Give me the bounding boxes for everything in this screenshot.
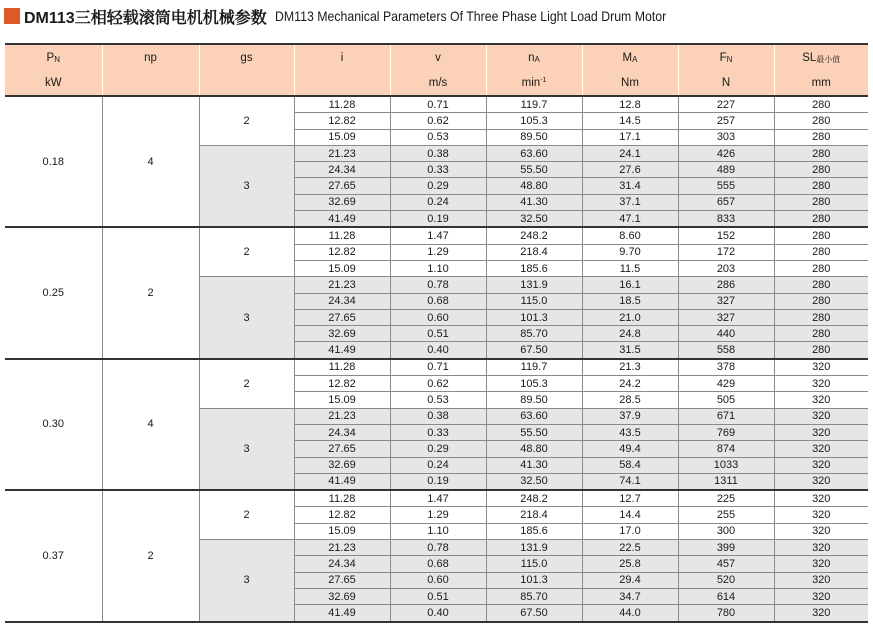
cell-sl: 280 (774, 326, 868, 342)
cell-gs: 2 (199, 96, 294, 145)
cell-sl: 320 (774, 540, 868, 556)
cell-i: 15.09 (294, 260, 390, 276)
cell-v: 0.68 (390, 293, 486, 309)
cell-ma: 31.4 (582, 178, 678, 194)
cell-i: 32.69 (294, 588, 390, 604)
cell-sl: 320 (774, 473, 868, 490)
cell-i: 11.28 (294, 227, 390, 244)
cell-v: 0.24 (390, 457, 486, 473)
cell-v: 0.51 (390, 588, 486, 604)
cell-i: 41.49 (294, 211, 390, 228)
cell-na: 115.0 (486, 293, 582, 309)
cell-i: 32.69 (294, 457, 390, 473)
cell-fn: 257 (678, 113, 774, 129)
cell-sl: 280 (774, 260, 868, 276)
cell-na: 48.80 (486, 441, 582, 457)
cell-ma: 8.60 (582, 227, 678, 244)
cell-ma: 12.7 (582, 490, 678, 507)
col-v-unit: m/s (390, 71, 486, 96)
cell-ma: 24.2 (582, 376, 678, 392)
cell-fn: 303 (678, 129, 774, 145)
cell-v: 1.29 (390, 244, 486, 260)
cell-sl: 320 (774, 376, 868, 392)
cell-fn: 225 (678, 490, 774, 507)
cell-i: 21.23 (294, 408, 390, 424)
cell-fn: 426 (678, 145, 774, 161)
cell-np: 4 (102, 96, 199, 227)
cell-na: 63.60 (486, 408, 582, 424)
cell-fn: 440 (678, 326, 774, 342)
cell-ma: 9.70 (582, 244, 678, 260)
cell-fn: 555 (678, 178, 774, 194)
cell-na: 48.80 (486, 178, 582, 194)
cell-fn: 833 (678, 211, 774, 228)
cell-na: 32.50 (486, 473, 582, 490)
title-cn: DM113三相轻载滚筒电机机械参数 (24, 9, 267, 27)
cell-np: 2 (102, 227, 199, 358)
col-na-header: nA (486, 44, 582, 71)
cell-na: 89.50 (486, 129, 582, 145)
cell-v: 0.29 (390, 441, 486, 457)
cell-i: 12.82 (294, 507, 390, 523)
cell-i: 24.34 (294, 424, 390, 440)
col-pn-unit: kW (5, 71, 102, 96)
cell-fn: 520 (678, 572, 774, 588)
cell-np: 4 (102, 359, 199, 490)
cell-gs: 3 (199, 408, 294, 490)
cell-v: 1.10 (390, 260, 486, 276)
col-gs-unit (199, 71, 294, 96)
cell-fn: 172 (678, 244, 774, 260)
cell-na: 185.6 (486, 523, 582, 539)
cell-ma: 28.5 (582, 392, 678, 408)
cell-sl: 320 (774, 572, 868, 588)
table-row (5, 227, 868, 244)
cell-sl: 320 (774, 523, 868, 539)
cell-sl: 280 (774, 211, 868, 228)
cell-v: 0.29 (390, 178, 486, 194)
col-na-unit: $\min^{-1}$ (486, 71, 582, 96)
cell-na: 67.50 (486, 342, 582, 359)
cell-pn: 0.25 (5, 227, 102, 358)
cell-na: 41.30 (486, 194, 582, 210)
cell-ma: 74.1 (582, 473, 678, 490)
col-ma-header: MA (582, 44, 678, 71)
cell-sl: 320 (774, 588, 868, 604)
cell-na: 248.2 (486, 490, 582, 507)
cell-v: 0.78 (390, 277, 486, 293)
cell-ma: 37.1 (582, 194, 678, 210)
cell-ma: 34.7 (582, 588, 678, 604)
cell-v: 1.47 (390, 490, 486, 507)
cell-na: 32.50 (486, 211, 582, 228)
cell-ma: 24.1 (582, 145, 678, 161)
cell-sl: 320 (774, 424, 868, 440)
cell-ma: 11.5 (582, 260, 678, 276)
cell-fn: 327 (678, 293, 774, 309)
cell-sl: 280 (774, 129, 868, 145)
cell-fn: 558 (678, 342, 774, 359)
cell-ma: 49.4 (582, 441, 678, 457)
title-marker (4, 8, 20, 24)
cell-na: 115.0 (486, 556, 582, 572)
col-np-header: np (102, 44, 199, 71)
cell-na: 85.70 (486, 326, 582, 342)
col-fn-unit: N (678, 71, 774, 96)
cell-i: 27.65 (294, 441, 390, 457)
cell-ma: 43.5 (582, 424, 678, 440)
cell-sl: 280 (774, 227, 868, 244)
cell-sl: 280 (774, 244, 868, 260)
cell-sl: 320 (774, 490, 868, 507)
header-row-labels (5, 44, 868, 71)
col-sl-unit: mm (774, 71, 868, 96)
cell-pn: 0.37 (5, 490, 102, 621)
cell-v: 0.62 (390, 376, 486, 392)
cell-v: 1.29 (390, 507, 486, 523)
cell-fn: 614 (678, 588, 774, 604)
cell-sl: 280 (774, 293, 868, 309)
cell-gs: 3 (199, 540, 294, 622)
col-gs-header: gs (199, 44, 294, 71)
table-row (5, 96, 868, 113)
cell-v: 0.24 (390, 194, 486, 210)
page-title (4, 5, 719, 27)
cell-fn: 1033 (678, 457, 774, 473)
cell-fn: 203 (678, 260, 774, 276)
cell-sl: 280 (774, 96, 868, 113)
cell-fn: 457 (678, 556, 774, 572)
cell-i: 21.23 (294, 145, 390, 161)
cell-fn: 769 (678, 424, 774, 440)
cell-sl: 280 (774, 194, 868, 210)
cell-na: 218.4 (486, 507, 582, 523)
cell-i: 15.09 (294, 523, 390, 539)
cell-fn: 429 (678, 376, 774, 392)
cell-v: 0.33 (390, 424, 486, 440)
cell-v: 0.38 (390, 145, 486, 161)
cell-v: 1.47 (390, 227, 486, 244)
cell-i: 15.09 (294, 129, 390, 145)
cell-ma: 21.3 (582, 359, 678, 376)
cell-ma: 16.1 (582, 277, 678, 293)
cell-i: 24.34 (294, 162, 390, 178)
cell-sl: 320 (774, 507, 868, 523)
cell-sl: 280 (774, 309, 868, 325)
cell-ma: 17.0 (582, 523, 678, 539)
cell-ma: 14.4 (582, 507, 678, 523)
cell-gs: 2 (199, 227, 294, 276)
cell-na: 41.30 (486, 457, 582, 473)
cell-i: 27.65 (294, 178, 390, 194)
cell-np: 2 (102, 490, 199, 621)
cell-fn: 300 (678, 523, 774, 539)
cell-na: 67.50 (486, 605, 582, 622)
cell-i: 21.23 (294, 540, 390, 556)
cell-v: 0.71 (390, 96, 486, 113)
cell-i: 12.82 (294, 113, 390, 129)
cell-v: 0.33 (390, 162, 486, 178)
cell-na: 101.3 (486, 572, 582, 588)
cell-ma: 31.5 (582, 342, 678, 359)
cell-fn: 874 (678, 441, 774, 457)
cell-i: 27.65 (294, 572, 390, 588)
cell-i: 41.49 (294, 473, 390, 490)
cell-ma: 22.5 (582, 540, 678, 556)
cell-pn: 0.18 (5, 96, 102, 227)
cell-na: 63.60 (486, 145, 582, 161)
cell-ma: 47.1 (582, 211, 678, 228)
cell-v: 0.71 (390, 359, 486, 376)
cell-gs: 2 (199, 359, 294, 408)
cell-fn: 327 (678, 309, 774, 325)
cell-i: 21.23 (294, 277, 390, 293)
cell-i: 41.49 (294, 605, 390, 622)
cell-gs: 2 (199, 490, 294, 539)
parameters-table (5, 43, 868, 623)
cell-ma: 14.5 (582, 113, 678, 129)
cell-v: 0.53 (390, 392, 486, 408)
cell-na: 55.50 (486, 162, 582, 178)
cell-ma: 37.9 (582, 408, 678, 424)
cell-gs: 3 (199, 145, 294, 227)
cell-sl: 280 (774, 277, 868, 293)
cell-sl: 320 (774, 359, 868, 376)
cell-fn: 378 (678, 359, 774, 376)
header-row-units (5, 71, 868, 96)
table-row (5, 490, 868, 507)
table-row (5, 359, 868, 376)
cell-na: 119.7 (486, 96, 582, 113)
cell-na: 85.70 (486, 588, 582, 604)
cell-ma: 24.8 (582, 326, 678, 342)
cell-fn: 227 (678, 96, 774, 113)
cell-i: 11.28 (294, 359, 390, 376)
cell-v: 0.53 (390, 129, 486, 145)
cell-sl: 280 (774, 113, 868, 129)
cell-ma: 18.5 (582, 293, 678, 309)
cell-sl: 320 (774, 556, 868, 572)
col-i-unit (294, 71, 390, 96)
cell-i: 32.69 (294, 326, 390, 342)
cell-na: 89.50 (486, 392, 582, 408)
cell-sl: 280 (774, 145, 868, 161)
cell-ma: 58.4 (582, 457, 678, 473)
cell-ma: 27.6 (582, 162, 678, 178)
cell-sl: 280 (774, 342, 868, 359)
col-ma-unit: Nm (582, 71, 678, 96)
cell-i: 24.34 (294, 293, 390, 309)
cell-fn: 505 (678, 392, 774, 408)
cell-fn: 399 (678, 540, 774, 556)
cell-v: 0.60 (390, 572, 486, 588)
cell-i: 24.34 (294, 556, 390, 572)
table-body (5, 96, 868, 622)
col-sl-header: SL最小值 (774, 44, 868, 71)
cell-sl: 320 (774, 441, 868, 457)
cell-na: 218.4 (486, 244, 582, 260)
cell-i: 32.69 (294, 194, 390, 210)
cell-fn: 152 (678, 227, 774, 244)
cell-v: 0.19 (390, 211, 486, 228)
cell-i: 12.82 (294, 244, 390, 260)
cell-i: 12.82 (294, 376, 390, 392)
cell-v: 1.10 (390, 523, 486, 539)
cell-v: 0.38 (390, 408, 486, 424)
cell-sl: 280 (774, 178, 868, 194)
col-v-header: v (390, 44, 486, 71)
cell-v: 0.19 (390, 473, 486, 490)
cell-sl: 280 (774, 162, 868, 178)
cell-na: 105.3 (486, 376, 582, 392)
cell-sl: 320 (774, 605, 868, 622)
cell-fn: 780 (678, 605, 774, 622)
col-pn-header: PN (5, 44, 102, 71)
cell-v: 0.40 (390, 605, 486, 622)
col-fn-header: FN (678, 44, 774, 71)
cell-i: 11.28 (294, 96, 390, 113)
cell-na: 131.9 (486, 540, 582, 556)
cell-fn: 255 (678, 507, 774, 523)
cell-na: 55.50 (486, 424, 582, 440)
title-en: DM113 Mechanical Parameters Of Three Phase Light Load Drum Motor (274, 8, 666, 24)
cell-na: 248.2 (486, 227, 582, 244)
cell-ma: 29.4 (582, 572, 678, 588)
cell-v: 0.62 (390, 113, 486, 129)
cell-sl: 320 (774, 457, 868, 473)
cell-i: 41.49 (294, 342, 390, 359)
cell-sl: 320 (774, 408, 868, 424)
cell-na: 101.3 (486, 309, 582, 325)
cell-ma: 12.8 (582, 96, 678, 113)
cell-v: 0.51 (390, 326, 486, 342)
col-i-header: i (294, 44, 390, 71)
cell-v: 0.68 (390, 556, 486, 572)
cell-fn: 671 (678, 408, 774, 424)
cell-i: 11.28 (294, 490, 390, 507)
cell-v: 0.40 (390, 342, 486, 359)
cell-ma: 44.0 (582, 605, 678, 622)
cell-v: 0.78 (390, 540, 486, 556)
cell-fn: 286 (678, 277, 774, 293)
cell-v: 0.60 (390, 309, 486, 325)
cell-na: 119.7 (486, 359, 582, 376)
cell-na: 131.9 (486, 277, 582, 293)
cell-ma: 21.0 (582, 309, 678, 325)
cell-i: 27.65 (294, 309, 390, 325)
cell-fn: 1311 (678, 473, 774, 490)
cell-sl: 320 (774, 392, 868, 408)
cell-gs: 3 (199, 277, 294, 359)
cell-fn: 489 (678, 162, 774, 178)
cell-i: 15.09 (294, 392, 390, 408)
cell-pn: 0.30 (5, 359, 102, 490)
cell-na: 105.3 (486, 113, 582, 129)
cell-na: 185.6 (486, 260, 582, 276)
cell-fn: 657 (678, 194, 774, 210)
cell-ma: 17.1 (582, 129, 678, 145)
col-np-unit (102, 71, 199, 96)
cell-ma: 25.8 (582, 556, 678, 572)
